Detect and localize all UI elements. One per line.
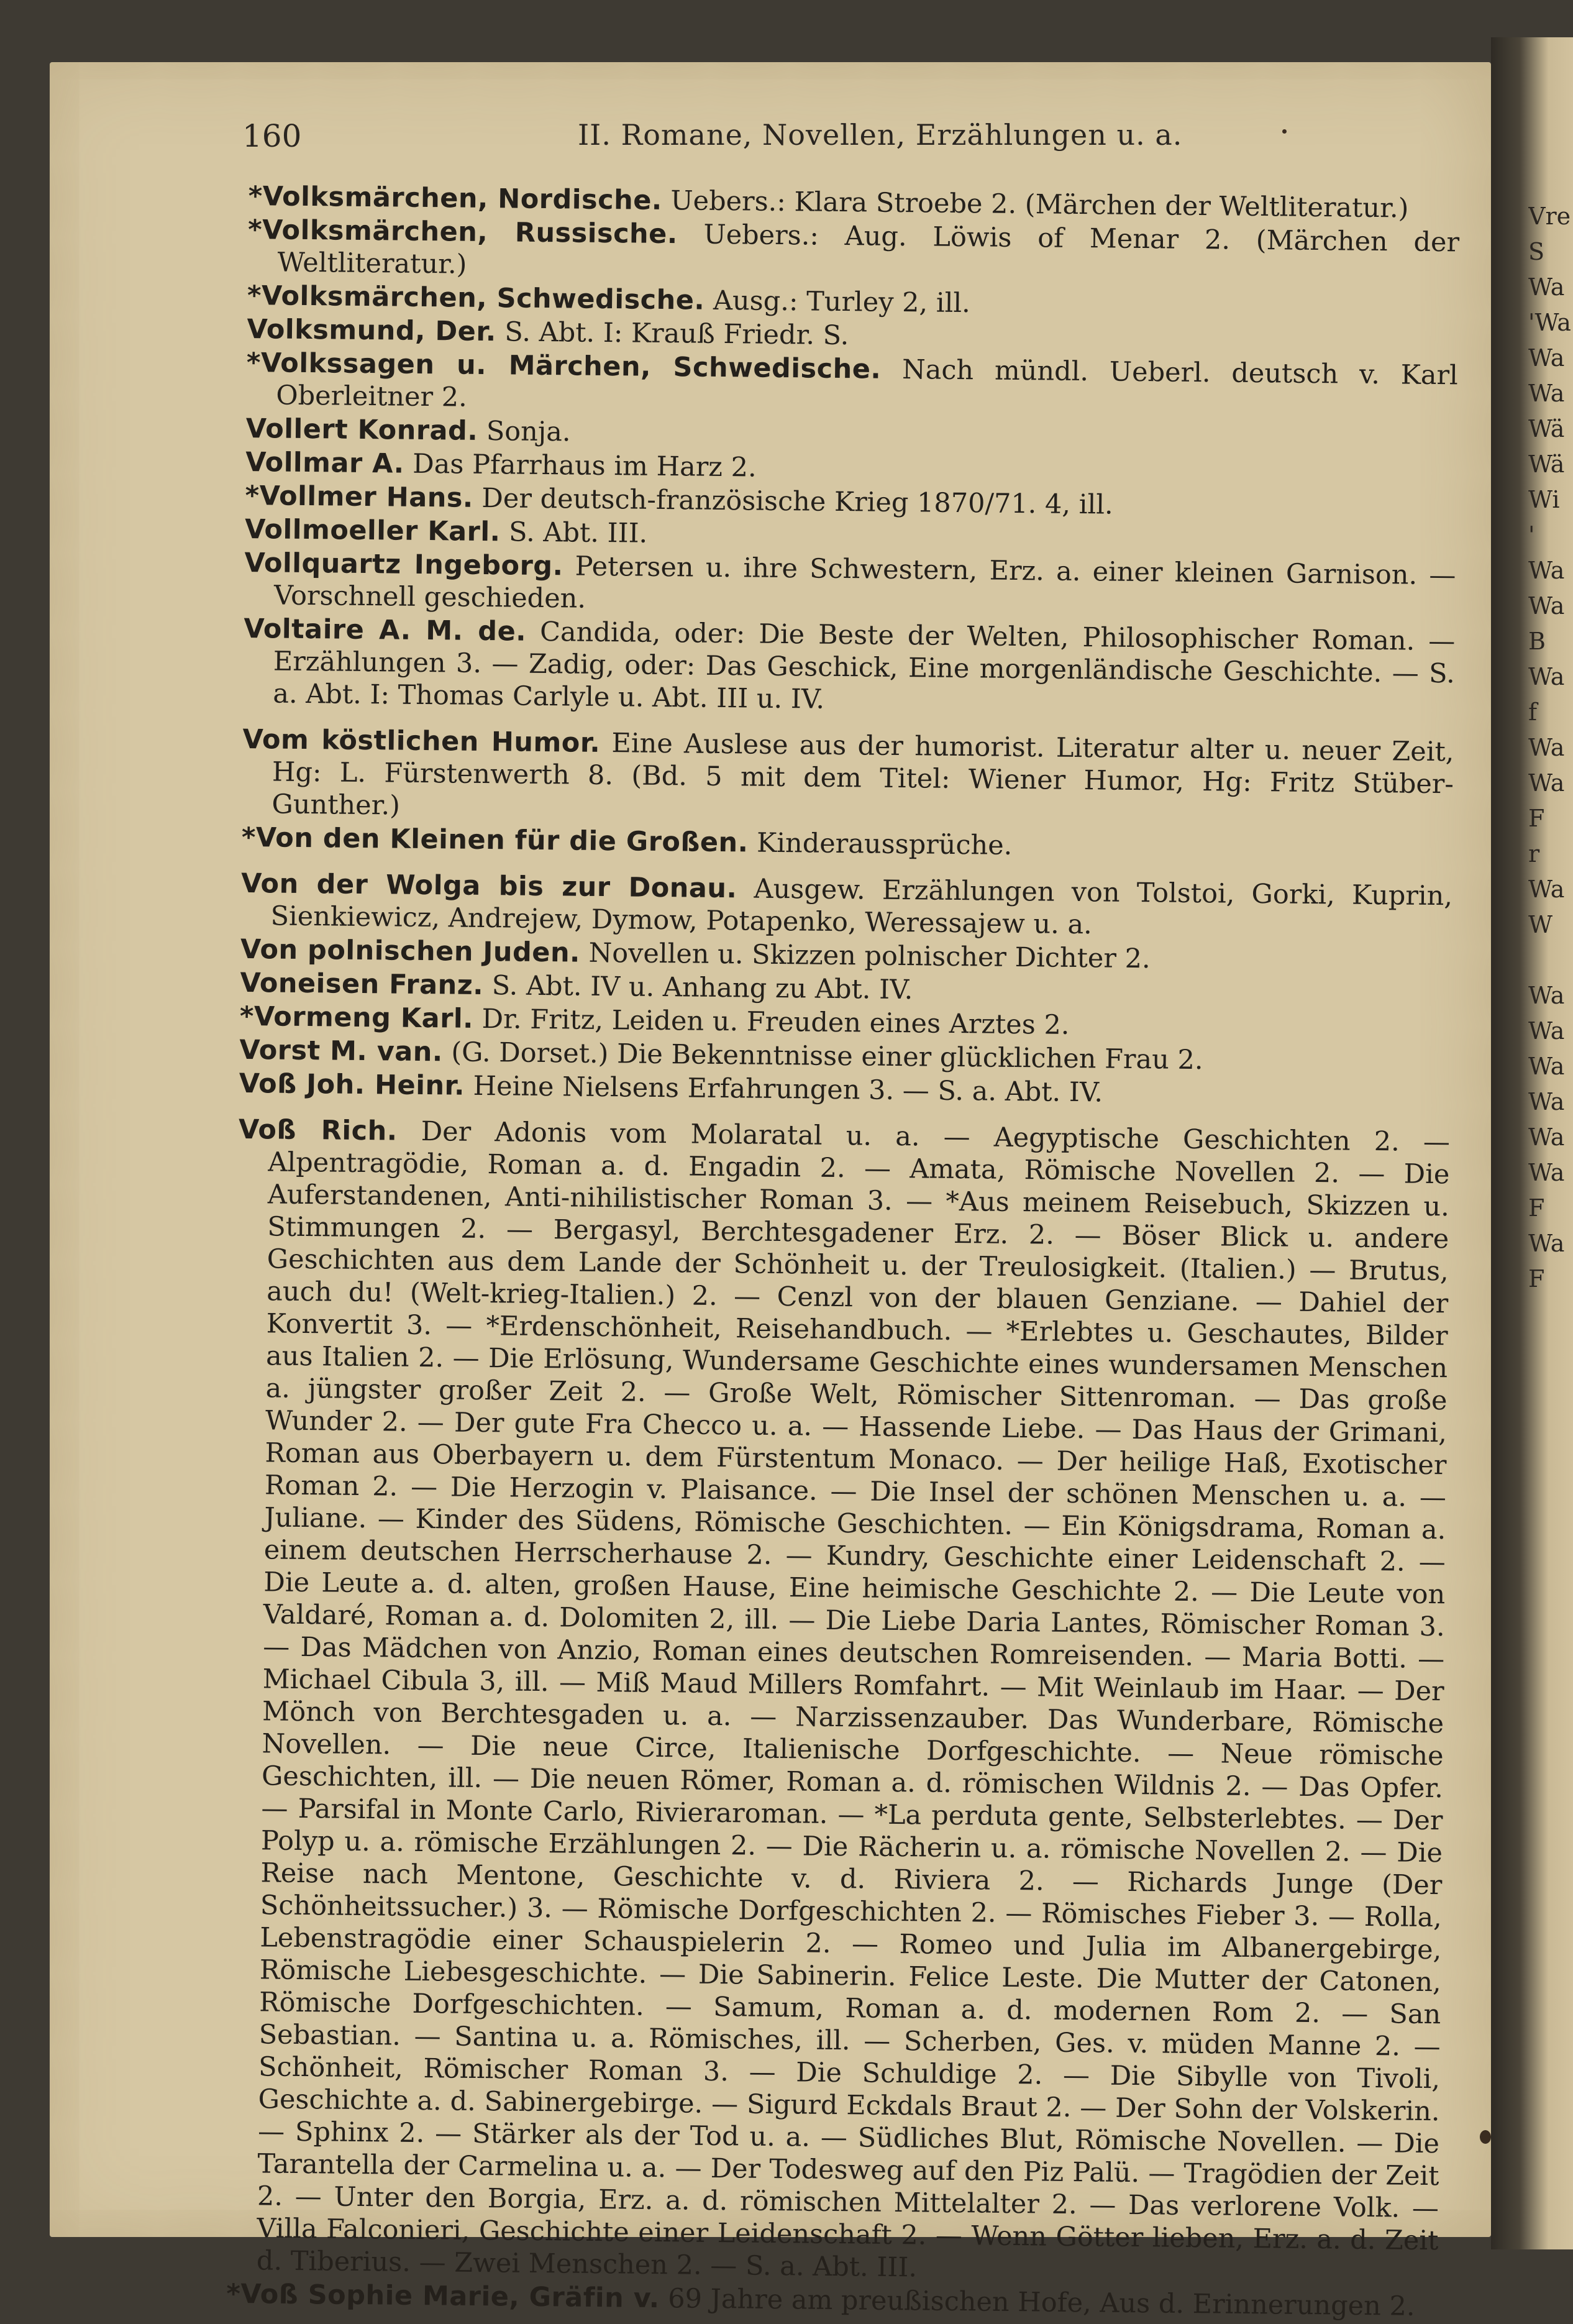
entry-headword: Voß Joh. Heinr. [239,1068,465,1102]
catalog-entry [243,613,1456,722]
entry-headword: Vom köstlichen Humor. [242,723,601,759]
entry-text: Uebers.: Aug. Löwis of Menar 2. (Märchen der Weltliteratur.) [277,219,1460,280]
running-head: II. Romane, Novellen, Erzählungen u. a. [578,118,1183,152]
entry-text: Der deutsch-französische Krieg 1870/71. 4, ill. [473,482,1113,521]
entry-text: Novellen u. Skizzen polnischer Dichter 2. [580,937,1151,975]
entry-text: Nach mündl. Ueberl. deutsch v. Karl Oberleitner 2. [276,354,1459,413]
entry-headword: Volksmund, Der. [247,313,497,348]
entry-text: Der Adonis vom Molaratal u. a. — Aegyptische Geschichten 2. — Alpentragödie, Roman a. d. Engadin 2. — Amata, Römische Novellen 2. — Die Auferstandenen, Anti-nihilistischer Roman 3. — *Aus meinem Reisebuch, Skizzen u. Stimmungen 2. — Bergasyl, Berchtesgadener Erz. 2. — Böser Blick u. andere Geschichten aus dem Lande der Schönheit u. der Treulosigkeit. (Italien.) — Brutus, auch du! (Welt-krieg-Italien.) 2. — Cenzl von der blauen Genziane. — Dahiel der Konvertit 3. — *Erdenschönheit, Reisehandbuch. — *Erlebtes u. Geschautes, Bilder aus Italien 2. — Die Erlösung, Wundersame Geschichte eines wundersamen Menschen a. jüngster großer Zeit 2. — Große Welt, Römischer Sittenroman. — Das große Wunder 2. — Der gute Fra Checco u. a. — Hassende Liebe. — Das Haus der Grimani, Roman aus Oberbayern u. dem Fürstentum Monaco. — Der heilige Haß, Exotischer Roman 2. — Die Herzogin v. Plaisance. — Die Insel der schönen Menschen u. a. — Juliane. — Kinder des Südens, Römische Geschichten. — Ein Königsdrama, Roman a. einem deutschen Herrscherhause 2. — Kundry, Geschichte einer Leidenschaft 2. — Die Leute a. d. alten, großen Hause, Eine heimische Geschichte 2. — Die Leute von Valdaré, Roman a. d. Dolomiten 2, ill. — Die Liebe Daria Lantes, Römischer Roman 3. — Das Mädchen von Anzio, Roman eines deutschen Romreisenden. — Maria Botti. — Michael Cibula 3, ill. — Miß Maud Millers Romfahrt. — Mit Weinlaub im Haar. — Der Mönch von Berchtesgaden u. a. — Narzissenzauber. Das Wunderbare, Römische Novellen. — Die neue Circe, Italienische Dorfgeschichte. — Neue römische Geschichten, ill. — Die neuen Römer, Roman a. d. römischen Wildnis 2. — Das Opfer. — Parsifal in Monte Carlo, Rivieraroman. — *La perduta gente, Selbsterlebtes. — Der Polyp u. a. römische Erzählungen 2. — Die Rächerin u. a. römische Novellen 2. — Die Reise nach Mentone, Geschichte v. d. Riviera 2. — Richards Junge (Der Schönheitssucher.) 3. — Römische Dorfgeschichten 2. — Römisches Fieber 3. — Rolla, Lebenstragödie einer Schauspielerin 2. — Romeo und Julia im Albanergebirge, Römische Liebesgeschichte. — Die Sabinerin. Felice Leste. Die Mutter der Catonen, Römische Dorfgeschichten. — Samum, Roman a. d. modernen Rom 2. — San Sebastian. — Santina u. a. Römisches, ill. — Scherben, Ges. v. müden Manne 2. — Schönheit, Römischer Roman 3. — Die Schuldige 2. — Die Sibylle von Tivoli, Geschichte a. d. Sabinergebirge. — Sigurd Eckdals Braut 2. — Der Sohn der Volskerin. — Sphinx 2. — Stärker als der Tod u. a. — Südliches Blut, Römische Novellen. — Die Tarantella der Carmelina u. a. — Der Todesweg auf den Piz Palü. — Tragödien der Zeit 2. — Unter den Borgia, Erz. a. d. römischen Mittelalter 2. — Das verlorene Volk. — Villa Falconieri, Geschichte einer Leidenschaft 2. — Wenn Götter lieben, Erz. a. d. Zeit d. Tiberius. — Zwei Menschen 2. — S. a. Abt. III. [256,1115,1451,2284]
entry-headword: *Voß Sophie Marie, Gräfin v. [226,2278,660,2315]
catalog-entry [242,723,1454,833]
entry-headword: *Vollmer Hans. [245,480,474,514]
entry-headword: Vollmoeller Karl. [244,513,501,548]
entry-headword: Voß Rich. [238,1114,398,1147]
entry-text: (G. Dorset.) Die Bekenntnisse einer glücklichen Frau 2. [442,1036,1203,1076]
entry-text: Uebers.: Klara Stroebe 2. (Märchen der Weltliteratur.) [662,185,1409,224]
next-page-edge-text: Vre S Wa 'Wa Wa Wa Wä Wä Wi ' Wa Wa B Wa f Wa Wa F r Wa W Wa Wa Wa Wa Wa Wa F Wa F [1528,203,1571,1292]
entry-headword: *Volkssagen u. Märchen, Schwedische. [246,347,882,385]
entry-text: Das Pfarrhaus im Harz 2. [404,448,757,483]
entry-text: 69 Jahre am preußischen Hofe, Aus d. Erinnerungen 2. [659,2283,1415,2322]
entry-text: Kinderaussprüche. [748,827,1013,861]
entry-headword: Voneisen Franz. [240,967,484,1002]
entry-headword: Von polnischen Juden. [240,933,581,969]
entry-text: Dr. Fritz, Leiden u. Freuden eines Arztes 2. [473,1003,1070,1041]
catalog-entry [244,547,1456,624]
catalog-entry [240,867,1452,945]
entry-headword: Vollert Konrad. [245,413,478,447]
catalog-entry [247,214,1459,291]
entry-text: Petersen u. ihre Schwestern, Erz. a. einer kleinen Garnison. — Vorschnell geschieden. [273,551,1456,615]
entry-headword: Vollmar A. [245,446,404,480]
entry-text: Ausgew. Erzählungen von Tolstoi, Gorki, Kuprin, Sienkiewicz, Andrejew, Dymow, Potapenko, Weressajew u. a. [270,873,1453,941]
entry-text: Heine Nielsens Erfahrungen 3. — S. a. Abt. IV. [464,1070,1103,1109]
entry-headword: *Volksmärchen, Russische. [247,214,678,250]
entry-text: Ausg.: Turley 2, ill. [704,285,971,319]
entry-text: Sonja. [477,415,571,448]
page-number: 160 [242,118,302,154]
entry-text: S. Abt. III. [500,516,648,549]
entry-headword: Von der Wolga bis zur Donau. [240,867,737,905]
entry-text: Candida, oder: Die Beste der Welten, Philosophischer Roman. — Erzählungen 3. — Zadig, oder: Das Geschick, Eine morgenländische Geschichte. — S. a. Abt. I: Thomas Carlyle u. Abt. III u. IV. [273,616,1456,715]
entry-headword: *Vormeng Karl. [239,1000,474,1035]
entry-headword: *Von den Kleinen für die Großen. [241,821,749,859]
catalog-entry [227,1114,1450,2289]
catalog-entry [246,347,1458,424]
ink-spot [1282,129,1287,134]
catalog-entries [226,180,1460,2324]
entry-headword: *Volksmärchen, Schwedische. [247,280,705,316]
entry-text: S. Abt. IV u. Anhang zu Abt. IV. [483,970,913,1006]
entry-text: S. Abt. I: Krauß Friedr. S. [496,316,849,352]
entry-headword: *Volksmärchen, Nordische. [248,180,662,216]
entry-headword: Vollquartz Ingeborg. [244,547,563,582]
ink-spot [1480,2130,1491,2144]
entry-headword: Vorst M. van. [239,1034,443,1068]
entry-headword: Voltaire A. M. de. [244,613,527,647]
entry-text: Eine Auslese aus der humorist. Literatur alter u. neuer Zeit, Hg: L. Fürstenwerth 8. (Bd. 5 mit dem Titel: Wiener Humor, Hg: Fritz Stüber-Gunther.) [271,727,1454,821]
